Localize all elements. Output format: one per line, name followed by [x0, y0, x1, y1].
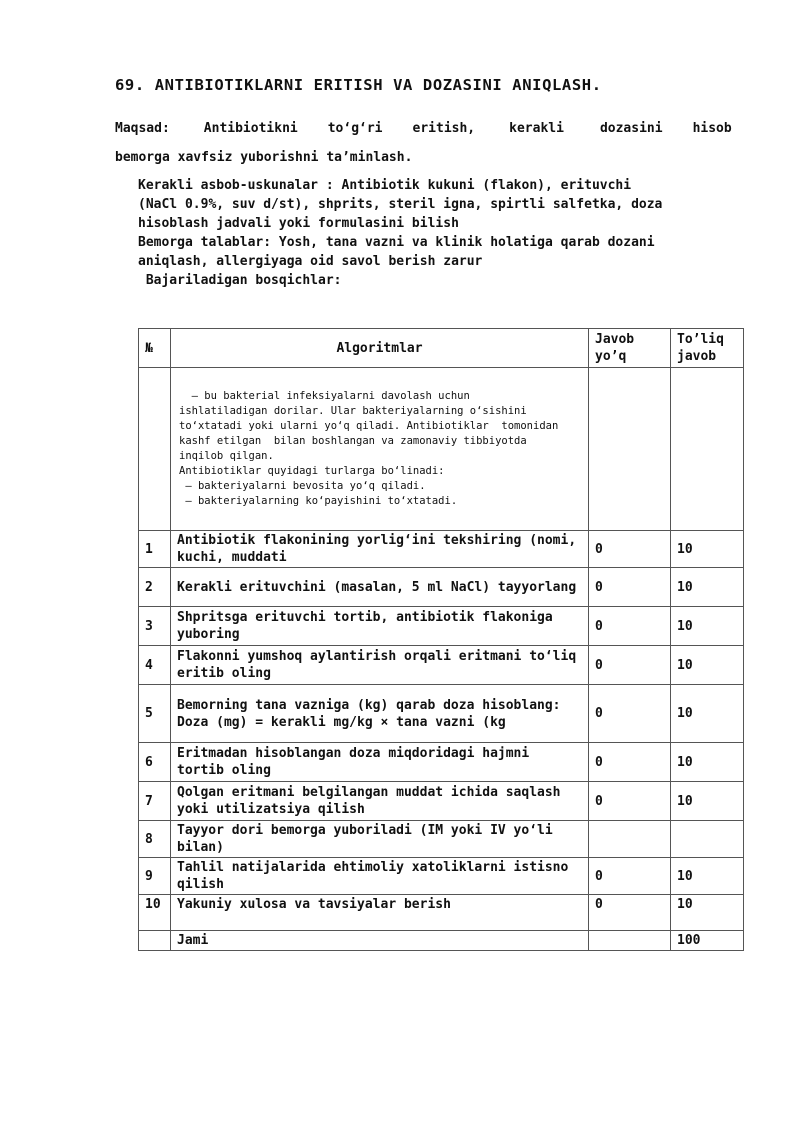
row-full-answer-score: 10	[671, 743, 744, 782]
requirements-line: Kerakli asbob-uskunalar : Antibiotik kukuni (flakon), erituvchi	[138, 178, 632, 193]
row-no-answer-score: 0	[589, 646, 671, 685]
row-full-answer-score: 10	[671, 607, 744, 646]
row-no-answer-score: 0	[589, 895, 671, 931]
algorithm-table	[138, 328, 744, 951]
header-full-answer: To’liq javob	[671, 329, 744, 368]
row-number: 4	[139, 646, 171, 685]
row-full-answer-score: 10	[671, 568, 744, 607]
row-full-answer-score: 10	[671, 685, 744, 743]
row-no-answer-score: 0	[589, 607, 671, 646]
table-row	[139, 743, 744, 782]
requirements-line: (NaCl 0.9%, suv d/st), shprits, steril igna, spirtli salfetka, doza	[138, 197, 663, 212]
goal-line-2: bemorga xavfsiz yuborishni ta’minlash.	[115, 150, 413, 165]
intro-line: kashf etilgan bilan boshlangan va zamonaviy tibbiyotda	[179, 435, 527, 447]
table-row	[139, 685, 744, 743]
requirements-line: Bajariladigan bosqichlar:	[138, 273, 342, 288]
row-full-answer-score: 10	[671, 531, 744, 568]
goal-word: dozasini	[599, 121, 663, 136]
intro-text	[171, 368, 589, 531]
row-number: 7	[139, 782, 171, 821]
page-title: 69. ANTIBIOTIKLARNI ERITISH VA DOZASINI ANIQLASH.	[115, 76, 602, 94]
intro-line: — bu bakterial infeksiyalarni davolash uchun	[179, 390, 470, 402]
total-value: 100	[671, 931, 744, 951]
row-no-answer-score: 0	[589, 685, 671, 743]
row-step-text: Antibiotik flakonining yorlig‘ini tekshiring (nomi, kuchi, muddati	[171, 531, 589, 568]
row-number: 2	[139, 568, 171, 607]
header-algorithms: Algoritmlar	[171, 329, 589, 368]
goal-word: eritish,	[412, 121, 476, 136]
row-step-text: Shpritsga erituvchi tortib, antibiotik flakoniga yuboring	[171, 607, 589, 646]
row-number: 8	[139, 821, 171, 858]
table-row	[139, 821, 744, 858]
row-step-text: Yakuniy xulosa va tavsiyalar berish	[171, 895, 589, 931]
intro-line: to‘xtatadi yoki ularni yo‘q qiladi. Antibiotiklar tomonidan	[179, 420, 559, 432]
row-step-text: Tayyor dori bemorga yuboriladi (IM yoki IV yo‘li bilan)	[171, 821, 589, 858]
row-no-answer-score	[589, 821, 671, 858]
table-row	[139, 568, 744, 607]
table-row	[139, 858, 744, 895]
row-number: 1	[139, 531, 171, 568]
row-number: 6	[139, 743, 171, 782]
header-no-answer: Javob yo’q	[589, 329, 671, 368]
goal-word: Antibiotikni	[203, 121, 298, 136]
header-num: №	[139, 329, 171, 368]
total-row	[139, 931, 744, 951]
table-row	[139, 607, 744, 646]
goal-word: Maqsad:	[115, 121, 170, 136]
row-full-answer-score: 10	[671, 858, 744, 895]
row-full-answer-score	[671, 821, 744, 858]
requirements-line: aniqlash, allergiyaga oid savol berish zarur	[138, 254, 483, 269]
requirements-line: hisoblash jadvali yoki formulasini bilish	[138, 216, 459, 231]
table-row	[139, 782, 744, 821]
intro-line: Antibiotiklar quyidagi turlarga bo‘linadi:	[179, 465, 445, 477]
table-row	[139, 646, 744, 685]
row-number: 10	[139, 895, 171, 931]
table-row	[139, 531, 744, 568]
row-full-answer-score: 10	[671, 895, 744, 931]
total-label: Jami	[171, 931, 589, 951]
row-step-text: Kerakli erituvchini (masalan, 5 ml NaCl) tayyorlang	[171, 568, 589, 607]
intro-line: – bakteriyalarning ko‘payishini to‘xtatadi.	[179, 495, 458, 507]
row-full-answer-score: 10	[671, 646, 744, 685]
goal-word: to‘g‘ri	[327, 121, 383, 136]
row-no-answer-score: 0	[589, 568, 671, 607]
row-no-answer-score: 0	[589, 858, 671, 895]
goal-line-1	[115, 121, 800, 136]
goal-word: kerakli	[509, 121, 564, 136]
row-no-answer-score: 0	[589, 782, 671, 821]
requirements-block	[138, 176, 788, 290]
row-step-text: Flakonni yumshoq aylantirish orqali eritmani to‘liq eritib oling	[171, 646, 589, 685]
row-full-answer-score: 10	[671, 782, 744, 821]
table-row	[139, 895, 744, 931]
row-number: 9	[139, 858, 171, 895]
requirements-line: Bemorga talablar: Yosh, tana vazni va klinik holatiga qarab dozani	[138, 235, 655, 250]
row-no-answer-score: 0	[589, 743, 671, 782]
row-step-text: Tahlil natijalarida ehtimoliy xatoliklarni istisno qilish	[171, 858, 589, 895]
table-header-row	[139, 329, 744, 368]
row-step-text: Qolgan eritmani belgilangan muddat ichida saqlash yoki utilizatsiya qilish	[171, 782, 589, 821]
goal-word: hisob	[692, 121, 732, 136]
intro-line: inqilob qilgan.	[179, 450, 274, 462]
intro-row	[139, 368, 744, 531]
row-number: 3	[139, 607, 171, 646]
row-number: 5	[139, 685, 171, 743]
intro-line: – bakteriyalarni bevosita yo‘q qiladi.	[179, 480, 426, 492]
row-no-answer-score: 0	[589, 531, 671, 568]
row-step-text: Bemorning tana vazniga (kg) qarab doza hisoblang: Doza (mg) = kerakli mg/kg × tana vazni (kg	[171, 685, 589, 743]
intro-line: ishlatiladigan dorilar. Ular bakteriyalarning o‘sishini	[179, 405, 527, 417]
row-step-text: Eritmadan hisoblangan doza miqdoridagi hajmni tortib oling	[171, 743, 589, 782]
